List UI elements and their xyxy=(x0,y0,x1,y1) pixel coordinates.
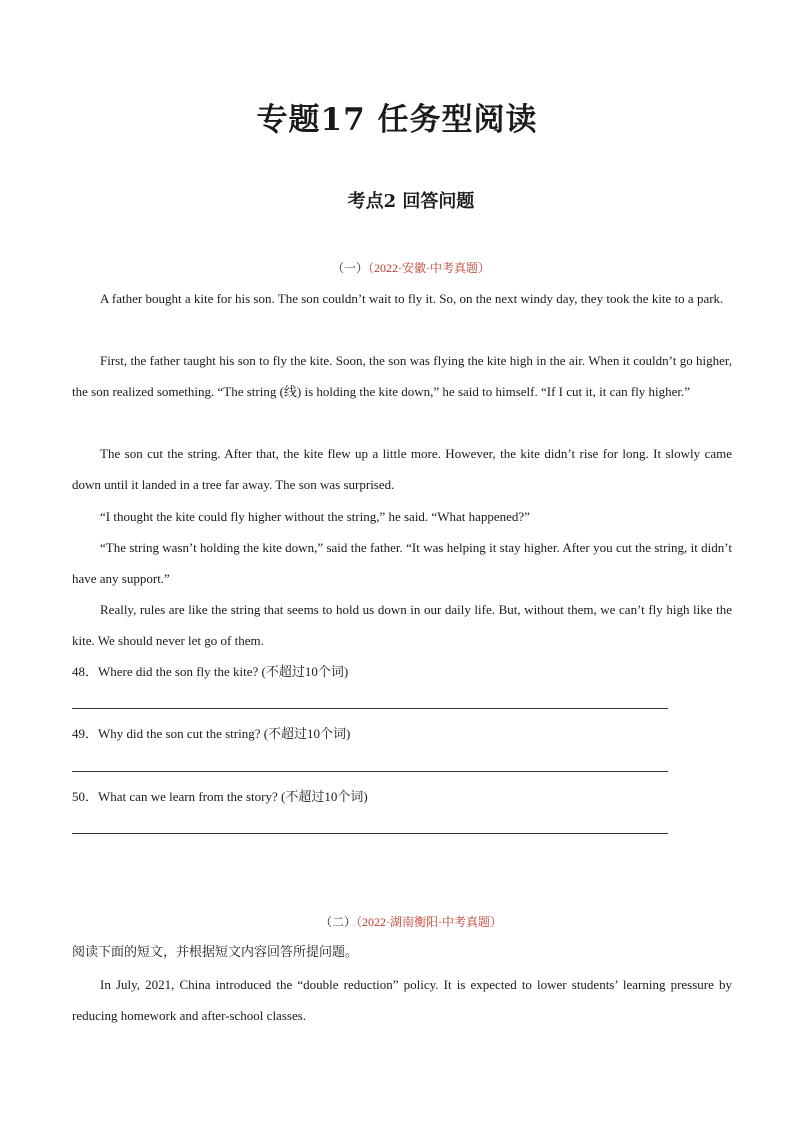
section-1-source: （2022·安徽·中考真题） xyxy=(368,261,490,275)
answer-line-49[interactable] xyxy=(72,771,668,772)
section-2-heading xyxy=(0,913,794,930)
answer-line-50[interactable] xyxy=(72,833,668,834)
answer-line-48[interactable] xyxy=(72,708,668,709)
paragraph: A father bought a kite for his son. The son couldn’t wait to fly it. So, on the next windy day, they took the kite to a park. xyxy=(100,291,724,306)
question-49: 49．Why did the son cut the string? (不超过10个词) xyxy=(72,726,351,741)
section-2-instruction: 阅读下面的短文，并根据短文内容回答所提问题。 xyxy=(72,944,359,959)
section-1-number: （一） xyxy=(331,261,368,275)
paragraph: In July, 2021, China introduced the “double reduction” policy. It is expected to lower students’ learning pressure by reducing homework and after-school classes. xyxy=(72,977,732,1023)
paragraph: First, the father taught his son to fly the kite. Soon, the son was flying the kite high in the air. When it couldn’t go higher, the son realized something. “The string (线) is holding the kite down,” he said to himself. “If I cut it, it can fly higher.” xyxy=(72,353,732,399)
section-1-heading xyxy=(0,259,794,276)
paragraph: Really, rules are like the string that seems to hold us down in our daily life. But, without them, we can’t fly high like the kite. We should never let go of them. xyxy=(72,602,732,648)
page-title: 专题17 任务型阅读 xyxy=(256,102,538,138)
paragraph: The son cut the string. After that, the kite flew up a little more. However, the kite didn’t rise for long. It slowly came down until it landed in a tree far away. The son was surprised. xyxy=(72,446,732,492)
paragraph: “The string wasn’t holding the kite down,” said the father. “It was helping it stay higher. After you cut the string, it didn’t have any support.” xyxy=(72,540,732,586)
question-50: 50．What can we learn from the story? (不超过10个词) xyxy=(72,789,368,804)
section-2-number: （二） xyxy=(319,915,356,929)
paragraph: “I thought the kite could fly higher without the string,” he said. “What happened?” xyxy=(100,509,530,524)
page-subtitle: 考点2 回答问题 xyxy=(347,191,475,212)
section-2-source: （2022·湖南衡阳·中考真题） xyxy=(356,915,502,929)
question-48: 48．Where did the son fly the kite? (不超过10个词) xyxy=(72,664,349,679)
